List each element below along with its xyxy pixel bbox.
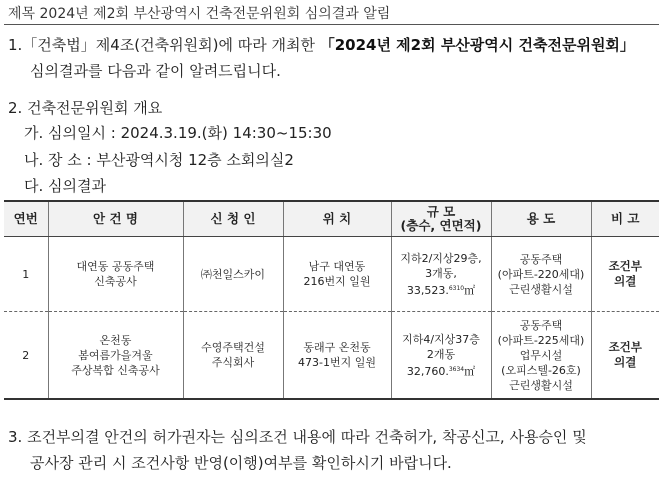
row-1-name — [48, 237, 183, 312]
paragraph-1-line-2: 심의결과를 다음과 같이 알려드립니다. — [30, 62, 281, 80]
row-2-scale — [391, 312, 491, 400]
row-1-scale — [391, 237, 491, 312]
row-2-area-main: 32,760. — [406, 364, 449, 378]
row-2-area — [394, 362, 489, 379]
row-2-use-line: 업무시설 — [519, 348, 563, 362]
row-1-location — [283, 237, 391, 312]
row-2-use-line: 근린생활시설 — [509, 378, 573, 392]
row-1-use-line: (아파트-220세대) — [497, 267, 585, 281]
row-2-applicant-line: 수영주택건설 — [201, 341, 265, 354]
meeting-location: 나. 장 소 : 부산광역시청 12층 소회의실2 — [24, 151, 294, 169]
header-scale-sub: (층수, 연면적) — [400, 218, 482, 233]
header-agenda: 안 건 명 — [48, 201, 183, 237]
row-1-area-main: 33,523. — [406, 283, 449, 297]
row-2-location-line: 473-1번지 일원 — [298, 356, 376, 369]
committee-title: 「2024년 제2회 부산광역시 건축전문위원회」 — [319, 36, 635, 54]
row-2-name-line: 봄여름가을겨울 — [78, 348, 153, 362]
paragraph-1-prefix: 1.「건축법」제4조(건축위원회)에 따라 개최한 — [8, 36, 320, 54]
row-2-use-line: (오피스텔-26호) — [501, 363, 581, 377]
row-2-location — [283, 312, 391, 400]
row-1-no: 1 — [4, 237, 48, 312]
paragraph-3-line-1: 3. 조건부의결 안건의 허가권자는 심의조건 내용에 따라 건축허가, 착공신고, 사용승인 및 — [8, 428, 587, 446]
row-2-area-decimal: 3634 — [448, 365, 465, 373]
document-subject: 제목 2024년 제2회 부산광역시 건축전문위원회 심의결과 알림 — [8, 6, 391, 22]
section-2-heading: 2. 건축전문위원회 개요 — [8, 99, 163, 117]
row-1-note — [591, 237, 659, 312]
row-2-name-line: 주상복합 신축공사 — [71, 363, 160, 377]
header-no: 연번 — [4, 201, 48, 237]
row-2-name — [48, 312, 183, 400]
table-header-row — [4, 201, 659, 237]
row-2-area-unit: ㎡ — [464, 364, 476, 378]
header-scale-title: 규 모 — [426, 204, 456, 219]
row-2-use-line: 공동주택 — [519, 318, 563, 332]
row-1-note-line: 의결 — [614, 274, 637, 288]
row-1-area-decimal: 6310 — [448, 284, 465, 292]
row-1-applicant-line: ㈜천일스카이 — [200, 267, 266, 281]
row-1-name-line: 대연동 공동주택 — [76, 260, 155, 273]
row-2-scale-line: 2개동 — [426, 347, 456, 361]
header-use: 용 도 — [491, 201, 591, 237]
row-2-location-line: 동래구 온천동 — [303, 341, 371, 354]
row-1-note-line: 조건부 — [608, 259, 642, 273]
paragraph-3-line-2: 공사장 관리 시 조건사항 반영(이행)여부를 확인하시기 바랍니다. — [30, 454, 452, 472]
row-2-note-line: 의결 — [614, 355, 637, 369]
header-scale — [391, 201, 491, 237]
row-2-applicant-line: 주식회사 — [211, 356, 255, 369]
row-1-area — [394, 281, 489, 298]
review-result-table — [4, 200, 659, 400]
row-1-location-line: 216번지 일원 — [303, 275, 371, 288]
row-2-no: 2 — [4, 312, 48, 400]
row-1-use — [491, 237, 591, 312]
table-row — [4, 237, 659, 312]
row-1-name-line: 신축공사 — [94, 275, 137, 288]
table-row — [4, 312, 659, 400]
review-result-heading: 다. 심의결과 — [24, 177, 106, 195]
row-2-note — [591, 312, 659, 400]
paragraph-1-line-1 — [8, 34, 635, 55]
row-1-scale-line: 3개동, — [425, 266, 457, 280]
row-2-scale-line: 지하4/지상37층 — [402, 332, 480, 346]
row-1-use-line: 근린생활시설 — [509, 282, 573, 296]
row-1-applicant — [183, 237, 283, 312]
header-applicant: 신 청 인 — [183, 201, 283, 237]
meeting-datetime: 가. 심의일시 : 2024.3.19.(화) 14:30~15:30 — [24, 124, 332, 142]
row-1-use-line: 공동주택 — [519, 252, 563, 266]
row-1-location-line: 남구 대연동 — [308, 260, 366, 273]
header-note: 비 고 — [591, 201, 659, 237]
row-2-name-line: 온천동 — [99, 333, 132, 347]
row-1-area-unit: ㎡ — [464, 283, 476, 297]
row-2-use — [491, 312, 591, 400]
row-2-applicant — [183, 312, 283, 400]
subject-divider — [4, 24, 659, 25]
row-2-note-line: 조건부 — [608, 340, 642, 354]
row-1-scale-line: 지하2/지상29층, — [400, 251, 482, 265]
row-2-use-line: (아파트-225세대) — [497, 333, 585, 347]
header-location: 위 치 — [283, 201, 391, 237]
